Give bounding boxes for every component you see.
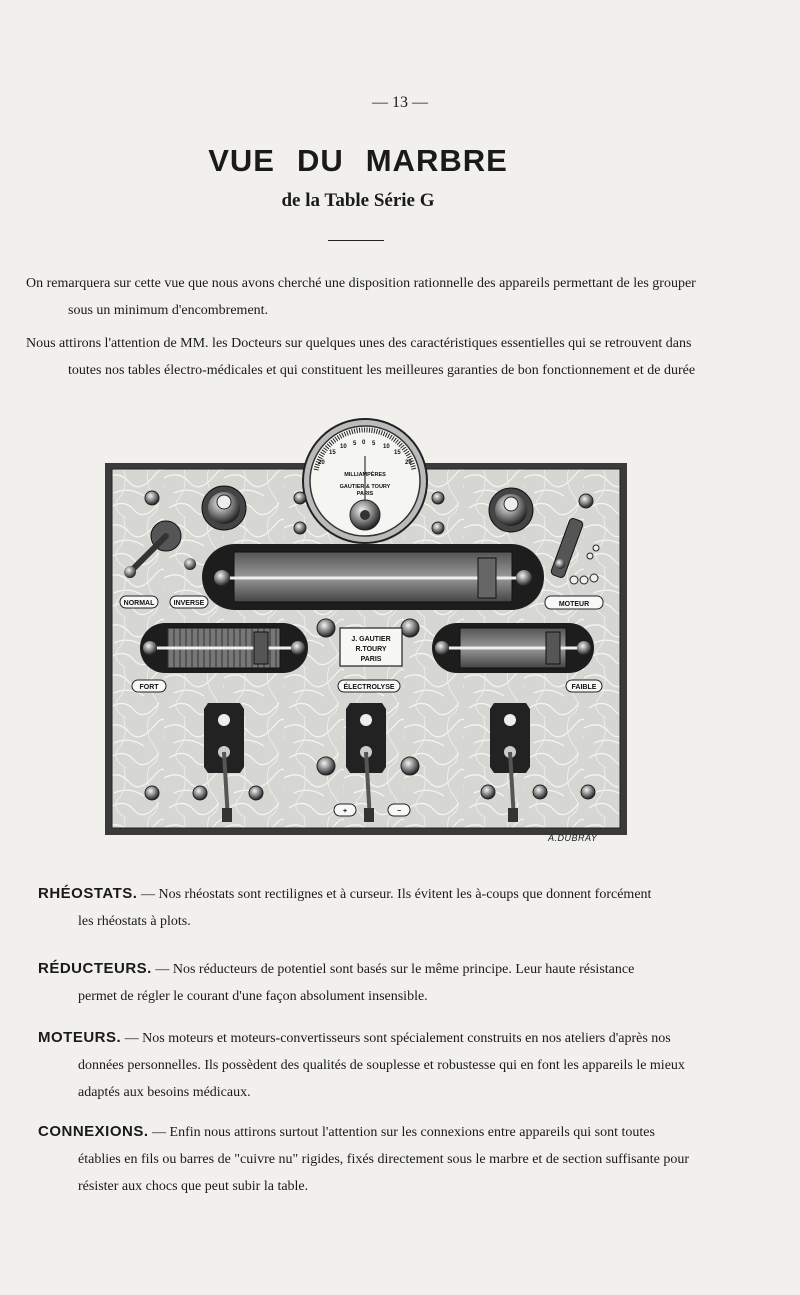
svg-text:R.TOURY: R.TOURY bbox=[355, 646, 387, 653]
section-text-connexions-2: établies en fils ou barres de "cuivre nu" rigides, fixés directement sous le marbre et de section suffisante pour résister aux chocs que peut subir la table. bbox=[78, 1152, 690, 1194]
meter-scale-10r: 10 bbox=[383, 444, 390, 450]
marble-panel-illustration bbox=[104, 418, 630, 840]
section-text-reducteurs-1: — Nos réducteurs de potentiel sont basés sur le même principe. Leur haute résistance bbox=[155, 962, 635, 977]
svg-text:PARIS: PARIS bbox=[360, 656, 382, 663]
meter-scale-20l: 20 bbox=[318, 460, 325, 466]
milliampere-meter bbox=[303, 419, 427, 543]
svg-text:ÉLECTROLYSE: ÉLECTROLYSE bbox=[343, 684, 395, 691]
page-number: — 13 — bbox=[372, 94, 428, 111]
svg-text:+: + bbox=[342, 808, 348, 815]
svg-text:INVERSE: INVERSE bbox=[173, 600, 205, 607]
section-text-rheostats-2: les rhéostats à plots. bbox=[78, 914, 191, 929]
page-subtitle: de la Table Série G bbox=[281, 190, 435, 211]
title-word-3: MARBRE bbox=[365, 143, 508, 178]
label-electrolyse bbox=[338, 680, 400, 692]
label-minus bbox=[388, 804, 410, 816]
left-top-knob bbox=[202, 486, 246, 530]
meter-scale-20r: 20 bbox=[405, 460, 412, 466]
motor-rheostat-slider bbox=[478, 558, 496, 598]
svg-text:MOTEUR: MOTEUR bbox=[558, 601, 590, 608]
section-head-moteurs: MOTEURS. bbox=[38, 1029, 122, 1046]
meter-unit: MILLIAMPÈRES bbox=[344, 472, 386, 478]
title-divider bbox=[328, 240, 384, 241]
section-reducteurs bbox=[38, 955, 718, 1010]
label-normal bbox=[120, 596, 158, 608]
label-faible bbox=[566, 680, 602, 692]
left-reducer bbox=[140, 623, 308, 673]
section-moteurs bbox=[38, 1024, 718, 1106]
meter-scale-10l: 10 bbox=[340, 444, 347, 450]
section-text-connexions-1: — Enfin nous attirons surtout l'attention sur les connexions entre appareils qui sont toutes bbox=[152, 1125, 655, 1140]
svg-text:NORMAL: NORMAL bbox=[123, 600, 155, 607]
intro-paragraph-2: Nous attirons l'attention de MM. les Docteurs sur quelques unes des caractéristiques essentielles qui se retrouvent dans toutes nos tables électro-médicales et qui constituent les meilleures garanties de bon fonctionnement et de durée bbox=[26, 336, 696, 378]
intro-text bbox=[26, 270, 696, 384]
label-fort bbox=[132, 680, 166, 692]
svg-text:FAIBLE: FAIBLE bbox=[571, 684, 597, 691]
meter-maker: GAUTIER & TOURY bbox=[339, 484, 391, 490]
meter-scale-15r: 15 bbox=[394, 450, 401, 456]
section-text-rheostats-1: — Nos rhéostats sont rectilignes et à curseur. Ils évitent les à-coups que donnent forcément bbox=[140, 887, 652, 902]
intro-paragraph-1: On remarquera sur cette vue que nous avons cherché une disposition rationnelle des appareils permettant de les grouper sous un minimum d'encombrement. bbox=[26, 276, 696, 318]
left-reducer-slider bbox=[254, 632, 268, 664]
meter-scale-0: 0 bbox=[362, 440, 366, 446]
section-text-moteurs-2: données personnelles. Ils possèdent des qualités de souplesse et robustesse qui en font les appareils le mieux adaptés aux besoins médicaux. bbox=[78, 1058, 685, 1100]
meter-scale-5l: 5 bbox=[353, 441, 357, 447]
section-head-reducteurs: RÉDUCTEURS. bbox=[38, 960, 152, 977]
title-word-2: DU bbox=[296, 143, 344, 178]
title-word-1: VUE bbox=[208, 143, 275, 178]
section-head-rheostats: RHÉOSTATS. bbox=[38, 885, 138, 902]
label-plus bbox=[334, 804, 356, 816]
section-text-moteurs-1: — Nos moteurs et moteurs-convertisseurs sont spécialement construits en nos ateliers d'après nos bbox=[124, 1031, 671, 1046]
svg-text:FORT: FORT bbox=[139, 684, 159, 691]
section-text-reducteurs-2: permet de régler le courant d'une façon absolument insensible. bbox=[78, 989, 428, 1004]
label-moteur bbox=[545, 596, 603, 609]
motor-rheostat bbox=[202, 544, 544, 610]
section-rheostats bbox=[38, 880, 718, 935]
meter-scale-15l: 15 bbox=[329, 450, 336, 456]
svg-text:−: − bbox=[396, 808, 402, 815]
right-reducer-slider bbox=[546, 632, 560, 664]
section-head-connexions: CONNEXIONS. bbox=[38, 1123, 149, 1140]
section-connexions bbox=[38, 1118, 718, 1200]
meter-city: PARIS bbox=[356, 491, 374, 497]
right-reducer bbox=[432, 623, 594, 673]
right-top-knob bbox=[489, 488, 533, 532]
svg-text:J. GAUTIER: J. GAUTIER bbox=[351, 636, 391, 643]
label-inverse bbox=[170, 596, 208, 608]
meter-scale-5r: 5 bbox=[372, 441, 376, 447]
page-title bbox=[0, 143, 716, 179]
artist-signature: A.DUBRAY bbox=[548, 833, 598, 843]
